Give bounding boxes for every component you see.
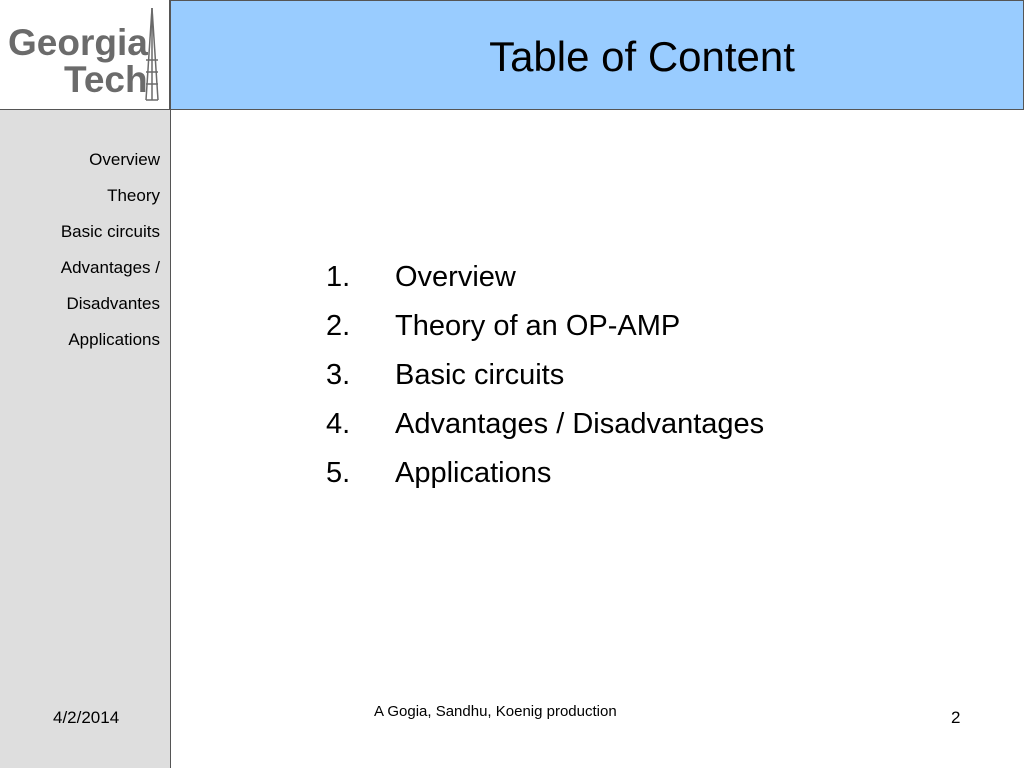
sidebar-item-theory[interactable]: Theory [107,186,160,205]
list-item [326,351,764,400]
sidebar-item-advantages[interactable]: Advantages / [60,258,160,277]
logo-line2: Tech [64,59,148,100]
title-bar [170,0,1024,110]
list-item-text: Theory of an OP-AMP [395,310,681,342]
list-item-number: 2. [326,310,351,342]
slide-date: 4/2/2014 [53,708,120,727]
logo-line1: Georgia [8,22,148,63]
page-number: 2 [951,708,961,727]
list-item-text: Applications [395,457,552,489]
list-item-text: Overview [395,261,516,293]
sidebar-item-overview[interactable]: Overview [89,150,160,169]
list-item [326,253,764,302]
list-item-number: 3. [326,359,351,391]
table-of-contents [326,253,764,498]
list-item [326,449,764,498]
list-item [326,302,764,351]
list-item-text: Advantages / Disadvantages [395,408,765,440]
logo-graphic [0,0,170,110]
list-item-text: Basic circuits [395,359,565,391]
sidebar-nav [61,142,160,358]
footer-credit: A Gogia, Sandhu, Koenig production [374,703,617,720]
sidebar-item-applications[interactable]: Applications [68,330,160,349]
list-item-number: 4. [326,408,351,440]
list-item [326,400,764,449]
sidebar-item-basic-circuits[interactable]: Basic circuits [60,222,160,241]
sidebar [0,110,171,768]
list-item-number: 5. [326,457,351,489]
page-title: Table of Content [489,33,795,80]
list-item-number: 1. [326,261,351,293]
georgia-tech-logo [0,0,170,110]
sidebar-item-disadvantes[interactable]: Disadvantes [66,294,160,313]
